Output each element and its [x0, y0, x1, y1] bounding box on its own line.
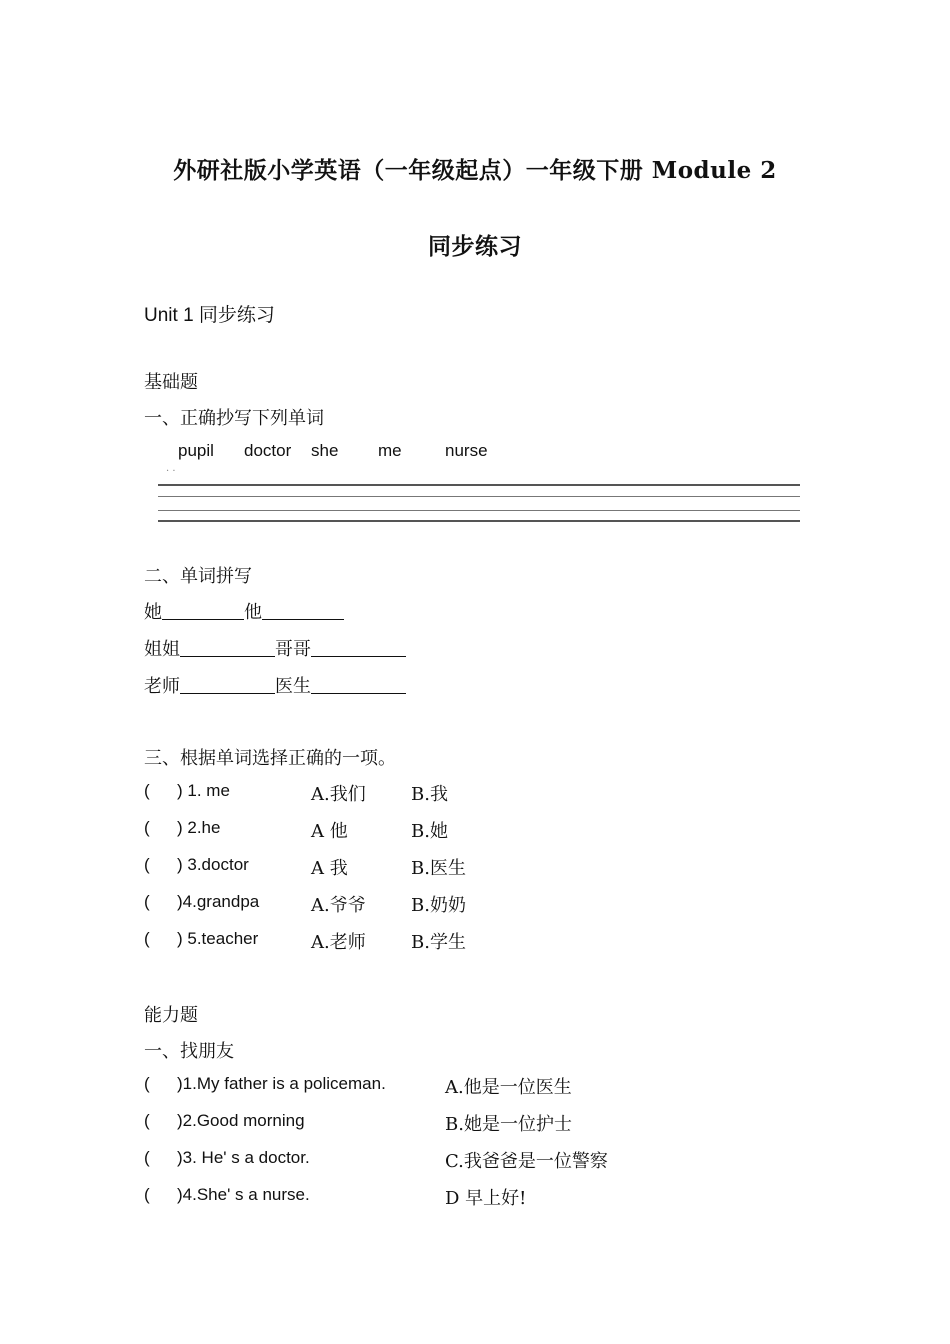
answer-blank[interactable] [311, 675, 406, 694]
match-question: )3. He' s a doctor. [177, 1148, 310, 1167]
document-title-line2: 同步练习 [428, 233, 522, 260]
choice-paren[interactable]: ( [144, 781, 150, 800]
choice-option-a: A.老师 [311, 932, 366, 953]
word-doctor: doctor [244, 441, 292, 460]
match-answer: D 早上好! [445, 1188, 527, 1209]
choice-paren[interactable]: ( [144, 818, 150, 837]
choice-option-a: A 我 [311, 858, 348, 879]
spelling-prompt: 她 [144, 602, 162, 623]
match-paren[interactable]: ( [144, 1185, 150, 1204]
match-question: )4.She' s a nurse. [177, 1185, 310, 1204]
basic-part1-heading: 一、正确抄写下列单词 [144, 408, 324, 429]
writing-line-bottom [158, 520, 800, 522]
match-question: )1.My father is a policeman. [177, 1074, 386, 1093]
spelling-prompt: 哥哥 [275, 639, 311, 660]
match-paren[interactable]: ( [144, 1111, 150, 1130]
word-she: she [311, 441, 339, 460]
match-paren[interactable]: ( [144, 1148, 150, 1167]
spelling-prompt: 姐姐 [144, 639, 180, 660]
spelling-prompt: 医生 [275, 676, 311, 697]
choice-option-a: A.爷爷 [311, 895, 366, 916]
basic-part2-heading: 二、单词拼写 [144, 566, 252, 587]
choice-question: ) 5.teacher [177, 929, 259, 948]
choice-question: ) 2.he [177, 818, 221, 837]
answer-blank[interactable] [311, 638, 406, 657]
answer-blank[interactable] [180, 675, 275, 694]
stray-dots: · · [166, 466, 176, 477]
choice-question: )4.grandpa [177, 892, 260, 911]
spelling-prompt: 他 [244, 602, 262, 623]
ability-part1-heading: 一、找朋友 [144, 1041, 234, 1062]
answer-blank[interactable] [180, 638, 275, 657]
spelling-row-3 [144, 672, 406, 698]
ability-heading: 能力题 [144, 1005, 198, 1026]
word-nurse: nurse [445, 441, 488, 460]
spelling-row-2 [144, 635, 406, 661]
writing-line-upper [158, 496, 800, 497]
answer-blank[interactable] [262, 601, 344, 620]
choice-option-a: A.我们 [311, 784, 366, 805]
match-paren[interactable]: ( [144, 1074, 150, 1093]
choice-paren[interactable]: ( [144, 892, 150, 911]
writing-line-top [158, 484, 800, 486]
choice-option-b: B.学生 [411, 932, 466, 953]
choice-paren[interactable]: ( [144, 929, 150, 948]
unit-heading: Unit 1 同步练习 [144, 305, 275, 326]
basic-heading: 基础题 [144, 372, 198, 393]
word-me: me [378, 441, 402, 460]
choice-option-b: B.奶奶 [411, 895, 466, 916]
choice-option-a: A 他 [311, 821, 348, 842]
choice-option-b: B.医生 [411, 858, 466, 879]
document-title-line1: 外研社版小学英语（一年级起点）一年级下册 Module 2 [173, 157, 777, 184]
choice-question: ) 1. me [177, 781, 230, 800]
choice-option-b: B.我 [411, 784, 448, 805]
match-question: )2.Good morning [177, 1111, 305, 1130]
spelling-prompt: 老师 [144, 676, 180, 697]
spelling-row-1 [144, 598, 344, 624]
answer-blank[interactable] [162, 601, 244, 620]
match-answer: B.她是一位护士 [445, 1114, 572, 1135]
choice-paren[interactable]: ( [144, 855, 150, 874]
choice-question: ) 3.doctor [177, 855, 249, 874]
writing-line-lower [158, 510, 800, 511]
match-answer: A.他是一位医生 [445, 1077, 572, 1098]
choice-option-b: B.她 [411, 821, 448, 842]
basic-part3-heading: 三、根据单词选择正确的一项。 [144, 748, 396, 769]
word-pupil: pupil [178, 441, 214, 460]
match-answer: C.我爸爸是一位警察 [445, 1151, 608, 1172]
